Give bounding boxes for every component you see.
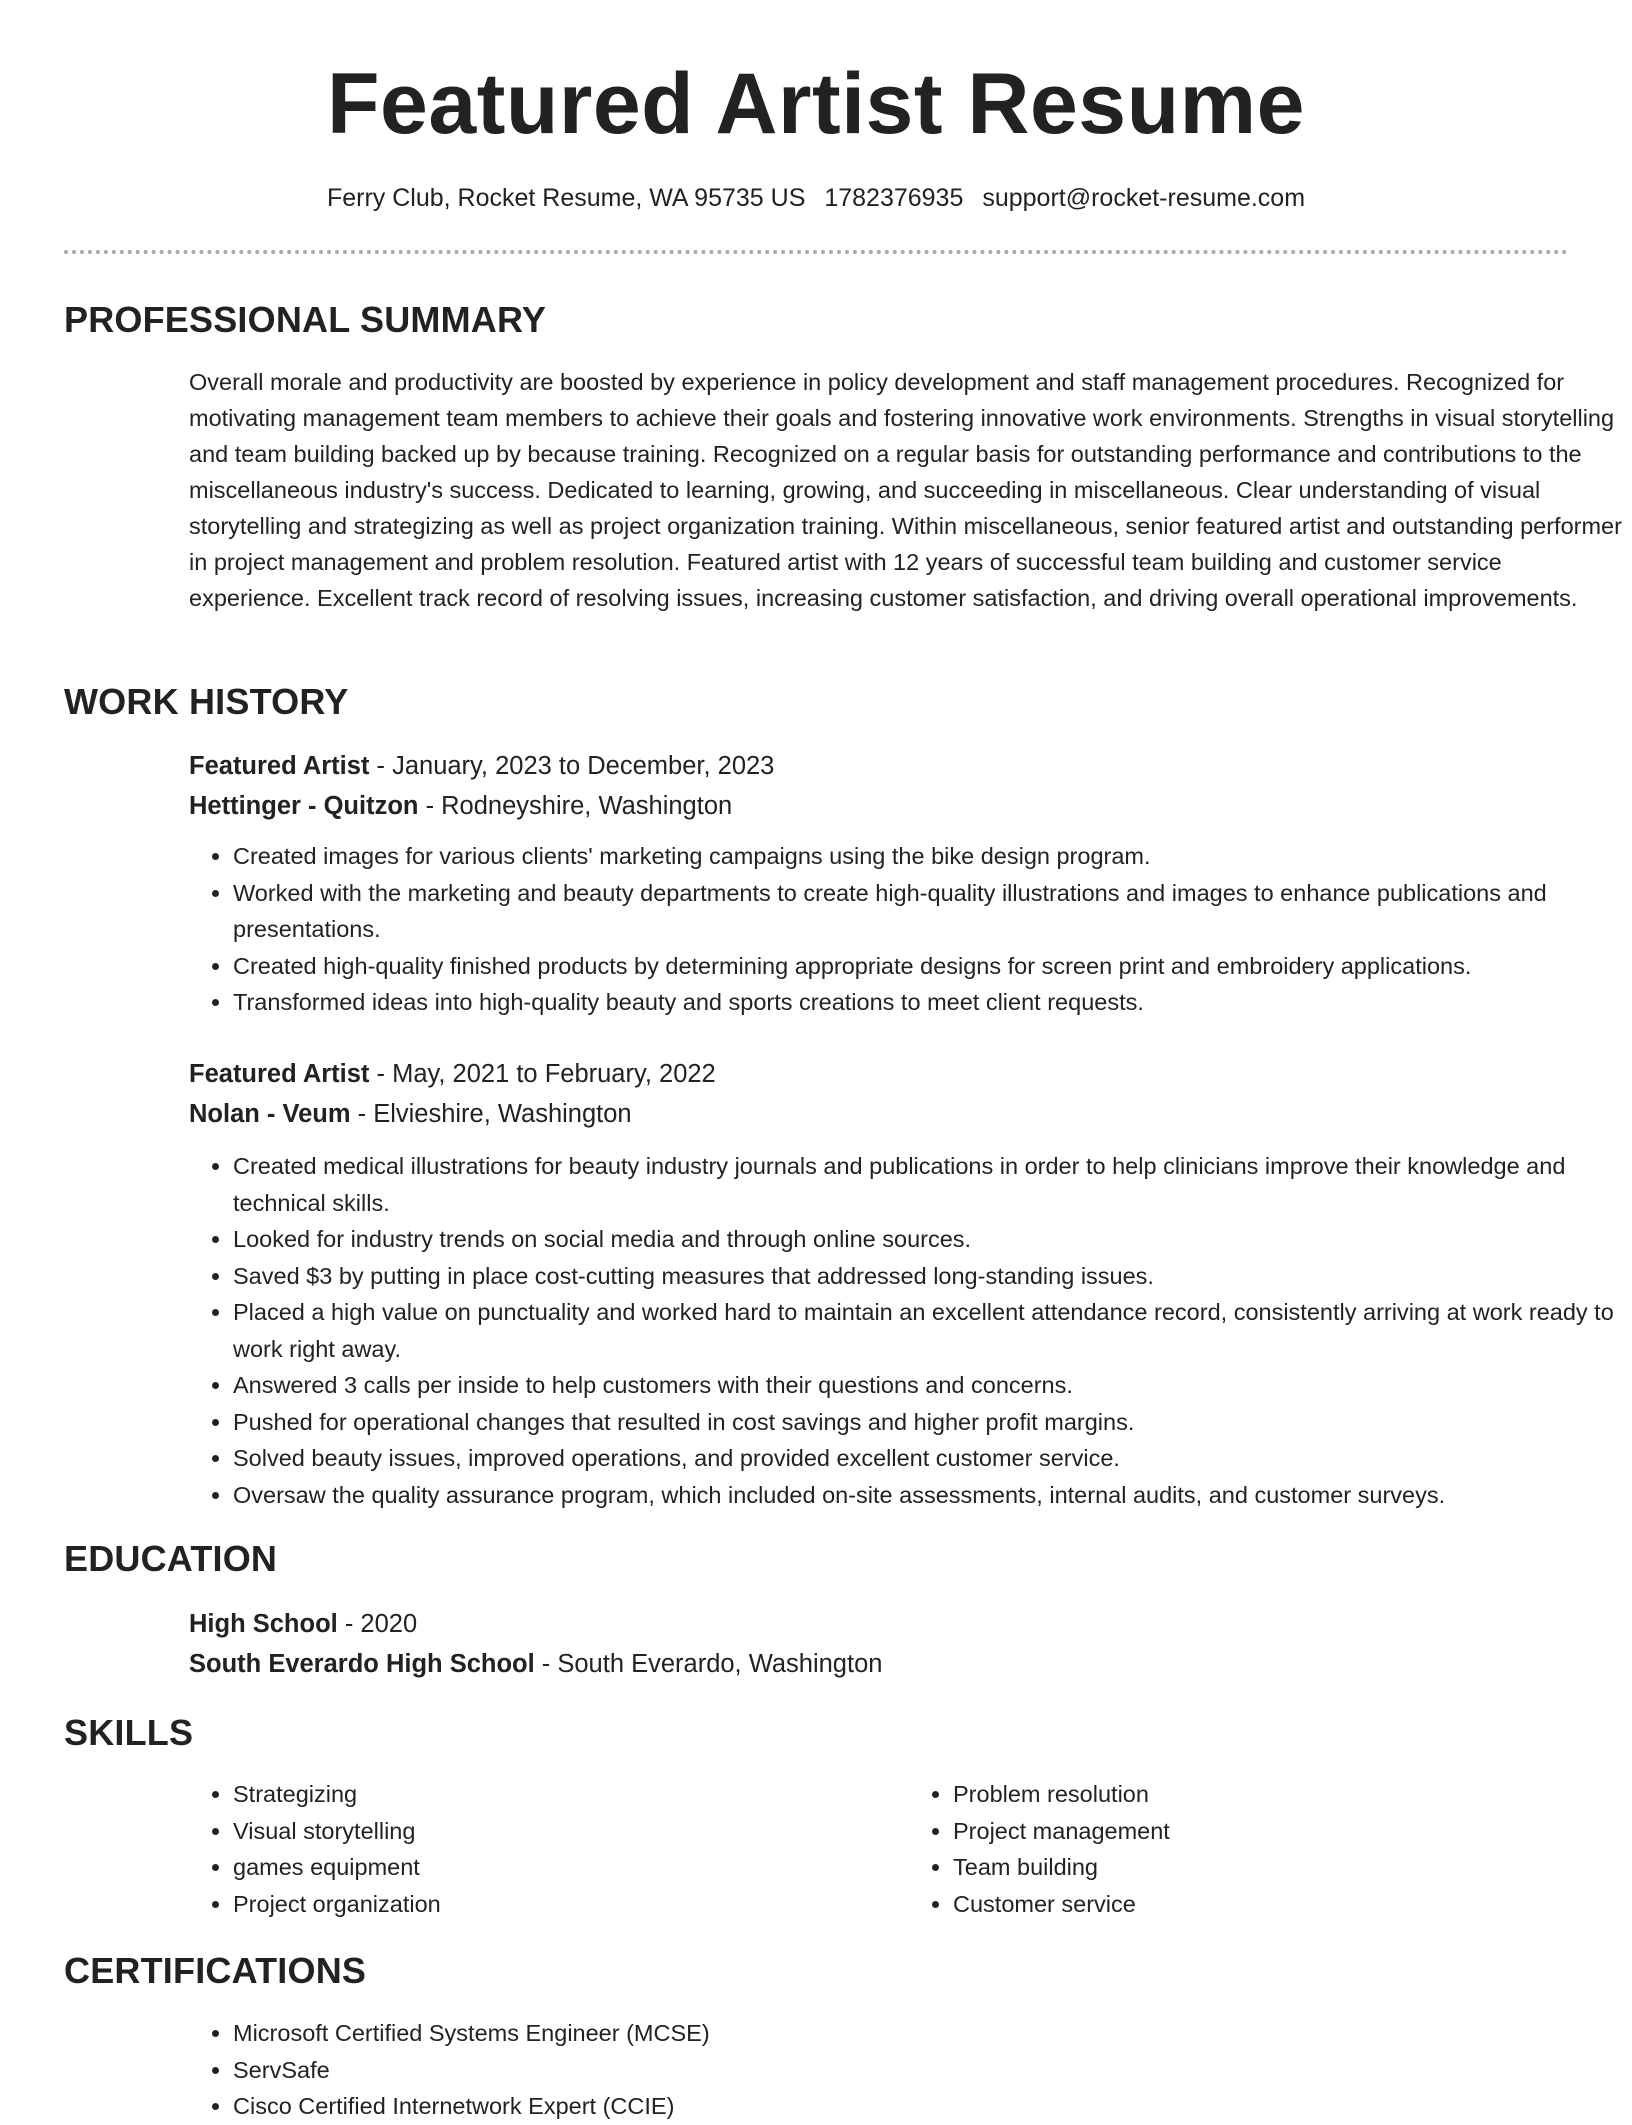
list-item: • Worked with the marketing and beauty departments to create high-quality illustrations and images to enhance publications and presentations. [233,875,1629,948]
job-entry [189,1054,1629,1513]
list-item: • Pushed for operational changes that resulted in cost savings and higher profit margins. [233,1404,1629,1441]
skills-column-right [909,1776,1629,1922]
job-location: - Rodneyshire, Washington [418,792,733,820]
header-divider [64,250,1568,254]
contact-email: support@rocket-resume.com [982,184,1306,212]
education-entry [189,1604,1629,1684]
skills-column-left [189,1776,909,1922]
job-company-line [189,1094,1629,1134]
list-item: • Transformed ideas into high-quality beauty and sports creations to meet client requests. [233,984,1629,1021]
section-title-summary: PROFESSIONAL SUMMARY [64,299,547,340]
job-title: Featured Artist [189,1060,370,1088]
list-item: • Answered 3 calls per inside to help customers with their questions and concerns. [233,1367,1629,1404]
list-item: • Created high-quality finished products by determining appropriate designs for screen print and embroidery applications. [233,948,1629,985]
job-bullets [189,838,1629,1021]
certifications-list [189,2015,1629,2125]
job-location: - Elvieshire, Washington [350,1100,632,1128]
skill-item: • Project organization [233,1886,909,1923]
certifications-bullets [189,2015,1629,2125]
certification-item: • Microsoft Certified Systems Engineer (MCSE) [233,2015,1629,2052]
section-title-education: EDUCATION [64,1538,278,1579]
certification-item: • Cisco Certified Internetwork Expert (CCIE) [233,2088,1629,2125]
skill-item: • Customer service [953,1886,1629,1923]
job-entry [189,746,1629,1021]
education-degree-line [189,1604,1629,1644]
skill-item: • Team building [953,1849,1629,1886]
certification-item: • ServSafe [233,2052,1629,2089]
job-title-line [189,1054,1629,1094]
list-item: • Placed a high value on punctuality and worked hard to maintain an excellent attendance record, consistently arriving at work ready to work right away. [233,1294,1629,1367]
education-school: South Everardo High School [189,1650,535,1678]
skill-item: • Project management [953,1813,1629,1850]
education-location: - South Everardo, Washington [534,1650,883,1678]
job-dates: - May, 2021 to February, 2022 [369,1060,716,1088]
job-company: Hettinger - Quitzon [189,792,419,820]
list-item: • Looked for industry trends on social media and through online sources. [233,1221,1629,1258]
section-title-work: WORK HISTORY [64,681,349,722]
skill-item: • Visual storytelling [233,1813,909,1850]
list-item: • Saved $3 by putting in place cost-cutting measures that addressed long-standing issues. [233,1258,1629,1295]
list-item: • Created images for various clients' marketing campaigns using the bike design program. [233,838,1629,875]
section-title-certifications: CERTIFICATIONS [64,1950,367,1991]
job-title: Featured Artist [189,752,370,780]
job-title-line [189,746,1629,786]
contact-line [64,180,1568,216]
job-company: Nolan - Veum [189,1100,351,1128]
education-school-line [189,1644,1629,1684]
skills-list [189,1776,1629,1922]
job-company-line [189,786,1629,826]
skill-item: • Strategizing [233,1776,909,1813]
summary-text: Overall morale and productivity are boosted by experience in policy development and staff management procedures. Recognized for motivating management team members to achieve their goals and fostering innovative work environments. Strengths in visual storytelling and team building backed up by because training. Recognized on a regular basis for outstanding performance and contributions to the miscellaneous industry's success. Dedicated to learning, growing, and succeeding in miscellaneous. Clear understanding of visual storytelling and strategizing as well as project organization training. Within miscellaneous, senior featured artist and outstanding performer in project management and problem resolution. Featured artist with 12 years of successful team building and customer service experience. Excellent track record of resolving issues, increasing customer satisfaction, and driving overall operational improvements. [189,369,1622,611]
resume-title: Featured Artist Resume [327,56,1305,152]
list-item: • Created medical illustrations for beauty industry journals and publications in order to help clinicians improve their knowledge and technical skills. [233,1148,1629,1221]
list-item: • Oversaw the quality assurance program, which included on-site assessments, internal audits, and customer surveys. [233,1477,1629,1514]
section-title-skills: SKILLS [64,1712,194,1753]
job-dates: - January, 2023 to December, 2023 [369,752,775,780]
contact-phone: 1782376935 [824,184,964,212]
education-degree: High School [189,1610,338,1638]
skill-item: • games equipment [233,1849,909,1886]
skill-item: • Problem resolution [953,1776,1629,1813]
education-year: - 2020 [337,1610,418,1638]
job-bullets [189,1148,1629,1513]
list-item: • Solved beauty issues, improved operations, and provided excellent customer service. [233,1440,1629,1477]
contact-address: Ferry Club, Rocket Resume, WA 95735 US [326,184,806,212]
